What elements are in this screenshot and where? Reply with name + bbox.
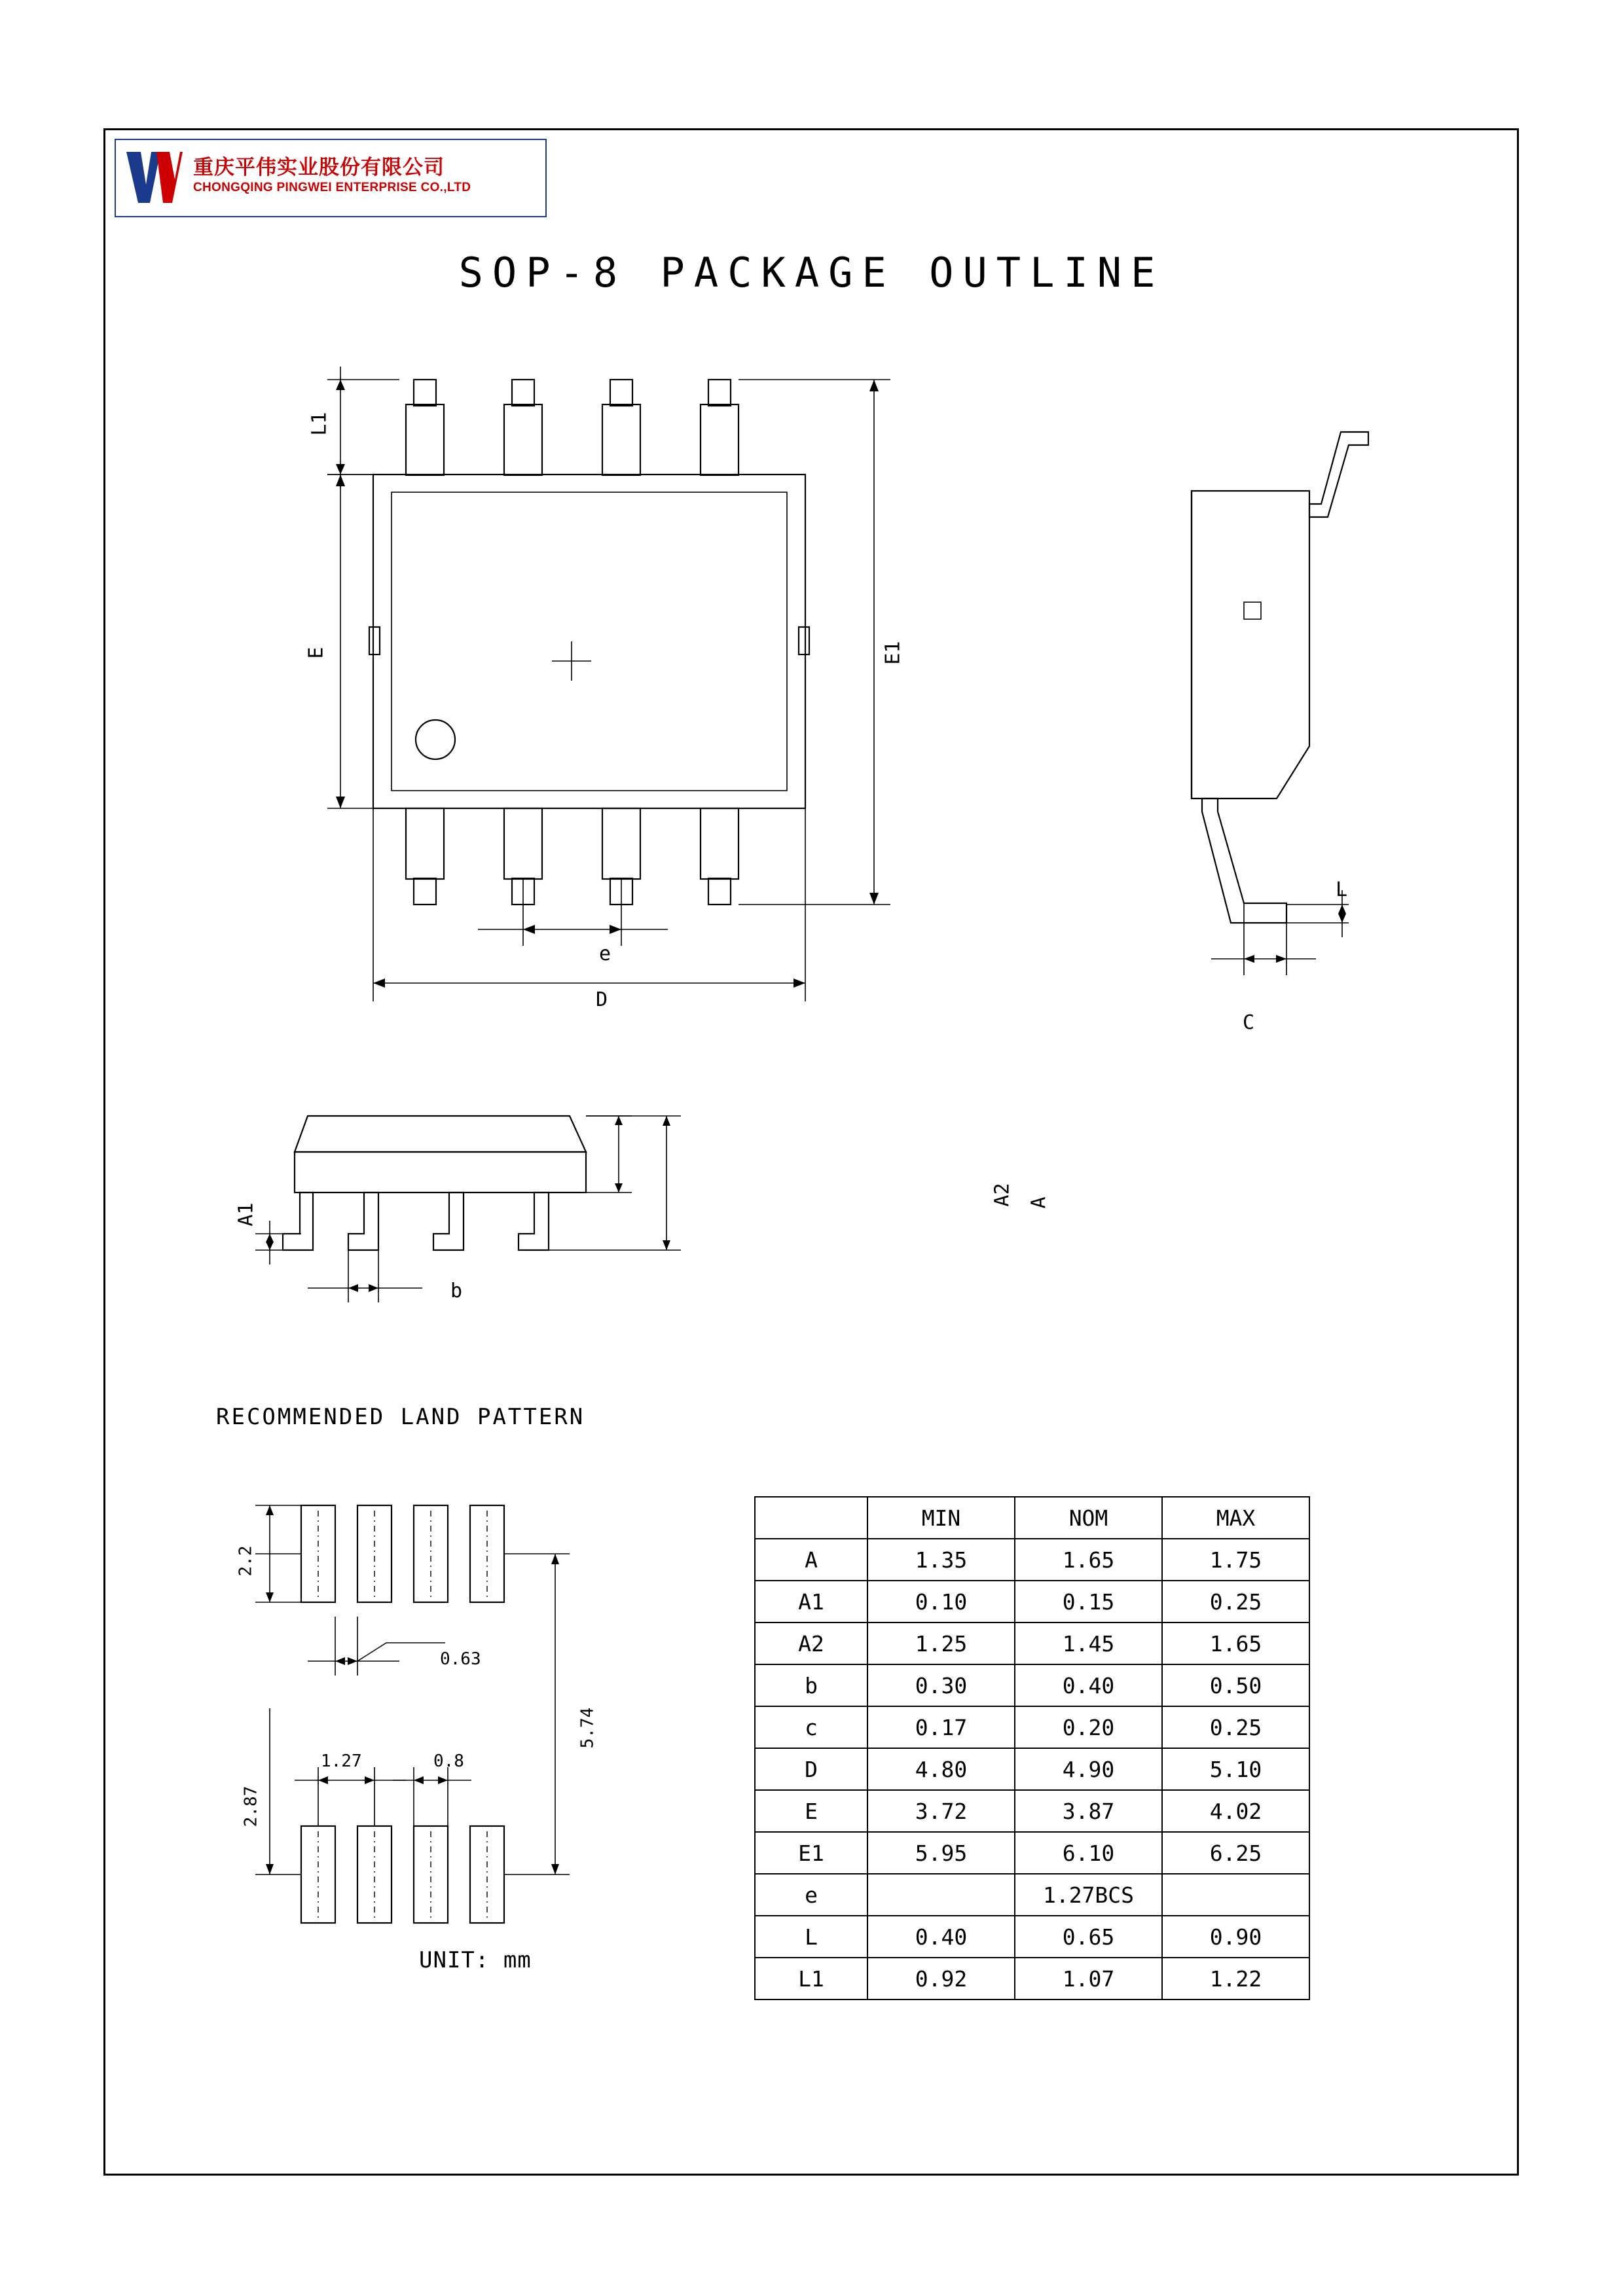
dimension-table — [754, 1496, 1310, 2000]
label-L1: L1 — [308, 412, 331, 436]
dim-0-8: 0.8 — [433, 1751, 464, 1771]
cell-min: 0.40 — [867, 1916, 1015, 1958]
cell-symbol: b — [755, 1664, 867, 1706]
cell-max: 0.25 — [1162, 1581, 1309, 1623]
table-row — [755, 1706, 1309, 1748]
cell-symbol: A — [755, 1539, 867, 1581]
cell-nom: 1.65 — [1015, 1539, 1162, 1581]
dim-2-87: 2.87 — [241, 1785, 261, 1827]
table-row — [755, 1623, 1309, 1664]
cell-nom: 3.87 — [1015, 1790, 1162, 1832]
cell-symbol: c — [755, 1706, 867, 1748]
cell-max: 1.75 — [1162, 1539, 1309, 1581]
label-D: D — [596, 988, 608, 1011]
cell-min: 0.92 — [867, 1958, 1015, 2000]
cell-max — [1162, 1874, 1309, 1916]
cell-symbol: L — [755, 1916, 867, 1958]
table-row — [755, 1916, 1309, 1958]
pingwei-logo-icon — [124, 149, 184, 206]
cell-min — [867, 1874, 1015, 1916]
front-view-drawing — [229, 1086, 851, 1361]
cell-symbol: L1 — [755, 1958, 867, 2000]
cell-max: 5.10 — [1162, 1748, 1309, 1790]
cell-nom: 0.40 — [1015, 1664, 1162, 1706]
header-nom: NOM — [1015, 1497, 1162, 1539]
table-row — [755, 1874, 1309, 1916]
label-e: e — [599, 942, 611, 965]
cell-nom: 0.20 — [1015, 1706, 1162, 1748]
table-row — [755, 1958, 1309, 2000]
cell-min: 1.25 — [867, 1623, 1015, 1664]
label-b: b — [450, 1280, 463, 1302]
cell-min: 5.95 — [867, 1832, 1015, 1874]
table-row — [755, 1581, 1309, 1623]
company-name-cn: 重庆平伟实业股份有限公司 — [193, 156, 445, 179]
cell-nom: 1.45 — [1015, 1623, 1162, 1664]
land-pattern-drawing — [229, 1486, 766, 1983]
cell-max: 4.02 — [1162, 1790, 1309, 1832]
cell-nom: 6.10 — [1015, 1832, 1162, 1874]
cell-nom: 0.65 — [1015, 1916, 1162, 1958]
unit-note: UNIT: mm — [419, 1947, 532, 1973]
cell-symbol: A1 — [755, 1581, 867, 1623]
label-C: C — [1243, 1011, 1255, 1034]
cell-min: 0.30 — [867, 1664, 1015, 1706]
cell-max: 0.50 — [1162, 1664, 1309, 1706]
label-E1: E1 — [881, 641, 905, 665]
cell-symbol: E1 — [755, 1832, 867, 1874]
cell-min: 4.80 — [867, 1748, 1015, 1790]
cell-min: 3.72 — [867, 1790, 1015, 1832]
table-header-row — [755, 1497, 1309, 1539]
cell-max: 1.22 — [1162, 1958, 1309, 2000]
table-row — [755, 1539, 1309, 1581]
cell-symbol: E — [755, 1790, 867, 1832]
cell-symbol: A2 — [755, 1623, 867, 1664]
side-view-drawing — [1152, 406, 1427, 1034]
table-row — [755, 1664, 1309, 1706]
header-min: MIN — [867, 1497, 1015, 1539]
label-A1: A1 — [234, 1202, 258, 1227]
dim-1-27: 1.27 — [321, 1751, 362, 1771]
cell-max: 0.25 — [1162, 1706, 1309, 1748]
table-row — [755, 1748, 1309, 1790]
cell-nom: 1.07 — [1015, 1958, 1162, 2000]
header-max: MAX — [1162, 1497, 1309, 1539]
cell-max: 0.90 — [1162, 1916, 1309, 1958]
label-A: A — [1027, 1196, 1051, 1209]
cell-nom: 4.90 — [1015, 1748, 1162, 1790]
cell-symbol: e — [755, 1874, 867, 1916]
company-name-en: CHONGQING PINGWEI ENTERPRISE CO.,LTD — [193, 181, 471, 194]
table-row — [755, 1832, 1309, 1874]
top-view-drawing — [314, 353, 969, 1047]
cell-min: 0.10 — [867, 1581, 1015, 1623]
cell-nom: 0.15 — [1015, 1581, 1162, 1623]
cell-max: 6.25 — [1162, 1832, 1309, 1874]
company-logo-block — [115, 139, 547, 217]
cell-min: 0.17 — [867, 1706, 1015, 1748]
cell-max: 1.65 — [1162, 1623, 1309, 1664]
dim-0-63: 0.63 — [440, 1649, 481, 1669]
cell-min: 1.35 — [867, 1539, 1015, 1581]
cell-nom: 1.27BCS — [1015, 1874, 1162, 1916]
table-row — [755, 1790, 1309, 1832]
land-pattern-title: RECOMMENDED LAND PATTERN — [216, 1404, 585, 1430]
header-symbol — [755, 1497, 867, 1539]
label-L: L — [1336, 878, 1348, 901]
page-title: SOP-8 PACKAGE OUTLINE — [458, 249, 1165, 296]
label-A2: A2 — [991, 1183, 1014, 1207]
dim-2-2: 2.2 — [236, 1545, 256, 1577]
dim-5-74: 5.74 — [577, 1707, 598, 1749]
label-E: E — [304, 647, 328, 659]
cell-symbol: D — [755, 1748, 867, 1790]
